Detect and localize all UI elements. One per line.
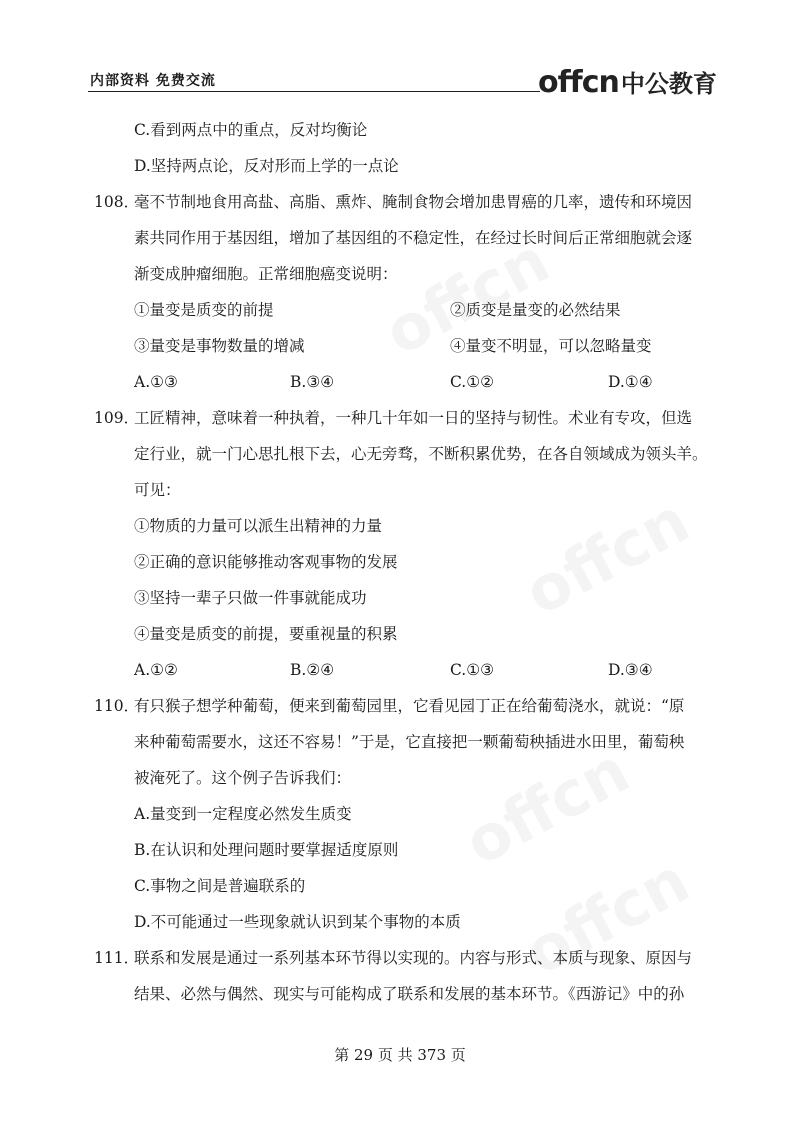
question-stem: 被淹死了。这个例子告诉我们： <box>134 769 352 787</box>
question-number: 109． <box>94 409 140 427</box>
option-line: B.在认识和处理问题时要掌握适度原则 <box>134 841 399 859</box>
question-stem: 来种葡萄需要水，这还不容易！”于是，它直接把一颗葡萄秧插进水田里，葡萄秧 <box>134 733 685 751</box>
question-stem: 毫不节制地食用高盐、高脂、熏炸、腌制食物会增加患胃癌的几率，遗传和环境因 <box>134 193 693 211</box>
option-line: D.不可能通过一些现象就认识到某个事物的本质 <box>134 913 461 931</box>
question-stem: 工匠精神，意味着一种执着，一种几十年如一日的坚持与韧性。术业有专攻，但选 <box>134 409 693 427</box>
statement-item: ②正确的意识能够推动客观事物的发展 <box>134 553 398 571</box>
question-stem: 可见： <box>134 481 181 499</box>
question-stem: 结果、必然与偶然、现实与可能构成了联系和发展的基本环节。《西游记》中的孙 <box>134 985 685 1003</box>
statement-item: ③坚持一辈子只做一件事就能成功 <box>134 589 367 607</box>
statement-item: ④量变不明显，可以忽略量变 <box>450 337 652 355</box>
answer-choice: A.①③ <box>134 373 178 391</box>
offcn-logo <box>538 58 717 98</box>
logo-latin: offcn <box>538 65 619 100</box>
option-line: A.量变到一定程度必然发生质变 <box>134 805 352 823</box>
question-number: 110． <box>94 697 140 715</box>
header-divider <box>88 91 540 92</box>
answer-choice: D.①④ <box>608 373 653 391</box>
question-stem: 素共同作用于基因组，增加了基因组的不稳定性，在经过长时间后正常细胞就会逐 <box>134 229 693 247</box>
statement-item: ④量变是质变的前提，要重视量的积累 <box>134 625 398 643</box>
answer-choice: B.③④ <box>290 373 335 391</box>
answer-choice: B.②④ <box>290 661 335 679</box>
question-number: 108． <box>94 193 140 211</box>
statement-item: ③量变是事物数量的增减 <box>134 337 305 355</box>
answer-choice: C.①③ <box>450 661 495 679</box>
answer-choice: A.①② <box>134 661 178 679</box>
page-number: 第 29 页 共 373 页 <box>334 1046 466 1064</box>
option-line: D.坚持两点论，反对形而上学的一点论 <box>134 157 399 175</box>
logo-chinese: 中公教育 <box>620 70 717 98</box>
answer-choice: C.①② <box>450 373 495 391</box>
question-stem: 联系和发展是通过一系列基本环节得以实现的。内容与形式、本质与现象、原因与 <box>134 949 693 967</box>
statement-item: ②质变是量变的必然结果 <box>450 301 621 319</box>
option-line: C.看到两点中的重点，反对均衡论 <box>134 121 368 139</box>
question-stem: 有只猴子想学种葡萄，便来到葡萄园里，它看见园丁正在给葡萄浇水，就说：“原 <box>134 697 685 715</box>
statement-item: ①物质的力量可以派生出精神的力量 <box>134 517 383 535</box>
question-stem: 定行业，就一门心思扎根下去，心无旁骛，不断积累优势，在各自领域成为领头羊。 <box>134 445 708 463</box>
watermark-text <box>513 483 701 629</box>
question-stem: 渐变成肿瘤细胞。正常细胞癌变说明： <box>134 265 398 283</box>
answer-choice: D.③④ <box>608 661 653 679</box>
header-label: 内部资料 免费交流 <box>90 73 216 89</box>
question-number: 111． <box>94 949 140 967</box>
statement-item: ①量变是质变的前提 <box>134 301 274 319</box>
watermark-text <box>453 733 641 879</box>
option-line: C.事物之间是普遍联系的 <box>134 877 306 895</box>
